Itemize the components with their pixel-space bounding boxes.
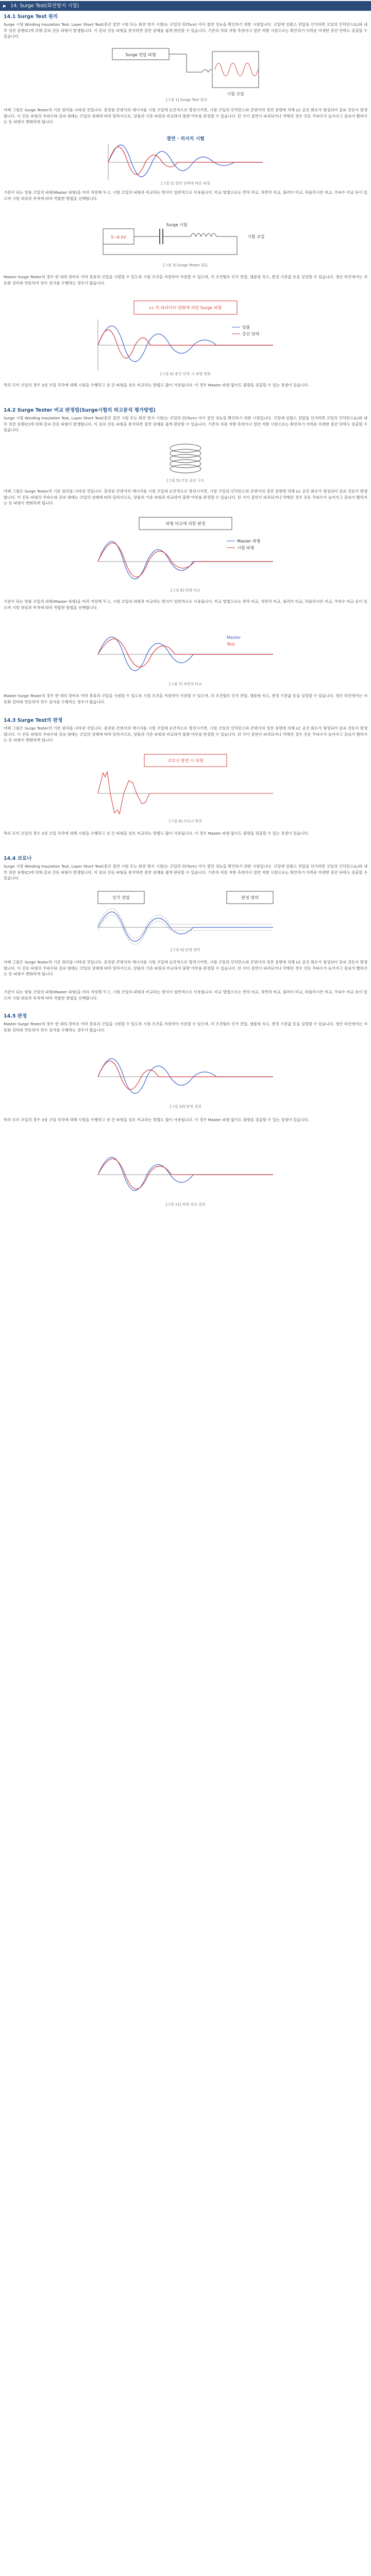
section-title-5: 14.5 판정: [4, 1013, 27, 1019]
figure-short-waveform: [88, 299, 283, 376]
paragraph: 기준이 되는 양품 코일의 파형(Master 파형)을 미리 저장해 두고, 시험 코일의 파형과 비교하는 방식이 일반적으로 사용됩니다. 비교 방법으로는 면적 비교, 차면적 비교, 플러터 비교, 라플라시안 비교, 주파수 비교 등이 있으며 시험 대상과 목적에 따라 적합한 방법을 선택합니다.: [4, 190, 367, 201]
paragraph: 아래 그림은 Surge Tester의 기본 원리를 나타낸 것입니다. 충전된 콘덴서의 에너지를 시험 코일에 순간적으로 방전시키면, 시험 코일의 인덕턴스와 콘덴서의 정전 용량에 의해 LC 공진 회로가 형성되어 감쇠 진동이 발생합니다. 이 진동 파형의 주파수와 감쇠 형태는 코일의 상태에 따라 달라지므로, 양품의 기준 파형과 비교하여 불량 여부를 판정할 수 있습니다. 턴 사이 절연이 파괴되거나 약해진 경우 진동 주파수가 높아지고 감쇠가 빨라지는 등 파형이 변화하게 됩니다.: [4, 489, 367, 506]
legend-master: Master 파형: [237, 539, 261, 544]
figure-insulation-waveform: [103, 134, 268, 185]
figure-compare-result: [88, 1141, 283, 1208]
figure-caption: [그림 7] 차면적 비교: [169, 682, 202, 686]
figure-compare: [88, 515, 283, 592]
figure-caption: [그림 3] Surge Tester 회로: [163, 263, 208, 267]
paragraph: Master Surge Tester의 경우 한 대의 장비로 여러 종류의 코일을 시험할 수 있도록 시험 조건을 저장하여 사용할 수 있으며, 각 조건별로 인가 전압, 샘플링 속도, 판정 기준값 등을 설정할 수 있습니다. 생산 라인에서는 자동화 설비와 연동하여 전수 검사를 수행하는 경우가 많습니다.: [4, 693, 367, 704]
figure-caption: [그림 2] 절연 상태에 따른 파형: [161, 181, 210, 185]
coil-label: 시험 코일: [227, 92, 244, 96]
page-header: [0, 1, 371, 11]
figure-caption: [그림 6] 파형 비교: [171, 588, 200, 592]
paragraph: 기준이 되는 양품 코일의 파형(Master 파형)을 미리 저장해 두고, 시험 코일의 파형과 비교하는 방식이 일반적으로 사용됩니다. 비교 방법으로는 면적 비교, 차면적 비교, 플러터 비교, 라플라시안 비교, 주파수 비교 등이 있으며 시험 대상과 목적에 따라 적합한 방법을 선택합니다.: [4, 990, 367, 1001]
paragraph: 기준이 되는 양품 코일의 파형(Master 파형)을 미리 저장해 두고, 시험 코일의 파형과 비교하는 방식이 일반적으로 사용됩니다. 비교 방법으로는 면적 비교, 차면적 비교, 플러터 비교, 라플라시안 비교, 주파수 비교 등이 있으며 시험 대상과 목적에 따라 적합한 방법을 선택합니다.: [4, 599, 367, 610]
section-title-3: 14.3 Surge Test의 판정: [4, 718, 63, 723]
surge-label: Surge 전압 파형: [125, 53, 156, 57]
figure-caption: [그림 1] Surge Test 원리: [165, 98, 208, 102]
figure-box-text: 파형 비교에 의한 판정: [165, 521, 206, 526]
paragraph: 특히 모터 코일의 경우 3상 코일 각각에 대해 시험을 수행하고 상 간 파형을 상호 비교하는 방법도 많이 사용됩니다. 이 경우 Master 파형 없이도 불량을 검출할 수 있는 장점이 있습니다.: [4, 383, 310, 387]
paragraph: 아래 그림은 Surge Tester의 기본 원리를 나타낸 것입니다. 충전된 콘덴서의 에너지를 시험 코일에 순간적으로 방전시키면, 시험 코일의 인덕턴스와 콘덴서의 정전 용량에 의해 LC 공진 회로가 형성되어 감쇠 진동이 발생합니다. 이 진동 파형의 주파수와 감쇠 형태는 코일의 상태에 따라 달라지므로, 양품의 기준 파형과 비교하여 불량 여부를 판정할 수 있습니다. 턴 사이 절연이 파괴되거나 약해진 경우 진동 주파수가 높아지고 감쇠가 빨라지는 등 파형이 변화하게 됩니다.: [4, 960, 367, 977]
paragraph: Master Surge Tester의 경우 한 대의 장비로 여러 종류의 코일을 시험할 수 있도록 시험 조건을 저장하여 사용할 수 있으며, 각 조건별로 인가 전압, 샘플링 속도, 판정 기준값 등을 설정할 수 있습니다. 생산 라인에서는 자동화 설비와 연동하여 전수 검사를 수행하는 경우가 많습니다.: [4, 275, 367, 285]
section-title-1: 14.1 Surge Test 원리: [4, 14, 58, 20]
paragraph: 특히 모터 코일의 경우 3상 코일 각각에 대해 시험을 수행하고 상 간 파형을 상호 비교하는 방법도 많이 사용됩니다. 이 경우 Master 파형 없이도 불량을 검출할 수 있는 장점이 있습니다.: [4, 1117, 310, 1122]
figure-corona: [88, 752, 283, 824]
figure-caption: [그림 10] 판정 결과: [170, 1105, 201, 1109]
figure-judge-area: [88, 886, 283, 953]
label-test: Test: [227, 642, 235, 647]
cap-label: Surge 시험: [166, 223, 188, 227]
figure-caption: [그림 11] 파형 비교 결과: [165, 1202, 206, 1207]
paragraph: Surge 시험 Winding Insulation Test, Layer Short Test(층간 절연 시험 또는 회전 방지 시험)는 코일의 턴(Turn) 사이 절연 성능을 확인하기 위한 시험입니다. 코일에 임펄스 전압을 인가하면 코일의 인덕턴스(L)와 내부 정전 용량(C)에 의해 감쇠 진동 파형이 발생합니다. 이 감쇠 진동 파형을 분석하면 절연 상태를 쉽게 판단할 수 있습니다. 기존의 직류 저항 측정이나 절연 저항 시험으로는 확인하기 어려운 미세한 층간 단락도 검출할 수 있습니다.: [4, 22, 367, 39]
paragraph: Surge 시험 Winding Insulation Test, Layer Short Test(층간 절연 시험 또는 회전 방지 시험)는 코일의 턴(Turn) 사이 절연 성능을 확인하기 위한 시험입니다. 코일에 임펄스 전압을 인가하면 코일의 인덕턴스(L)와 내부 정전 용량(C)에 의해 감쇠 진동 파형이 발생합니다. 이 감쇠 진동 파형을 분석하면 절연 상태를 쉽게 판단할 수 있습니다. 기존의 직류 저항 측정이나 절연 저항 시험으로는 확인하기 어려운 미세한 층간 단락도 검출할 수 있습니다.: [4, 864, 367, 881]
figure-surge-principle: [109, 41, 264, 102]
figure-caption: [그림 8] 코로나 방전: [169, 819, 202, 823]
paragraph: 특히 모터 코일의 경우 3상 코일 각각에 대해 시험을 수행하고 상 간 파형을 상호 비교하는 방법도 많이 사용됩니다. 이 경우 Master 파형 없이도 불량을 검출할 수 있는 장점이 있습니다.: [4, 831, 310, 836]
box-a: 인가 전압: [112, 895, 130, 900]
paragraph: Surge 시험 Winding Insulation Test, Layer Short Test(층간 절연 시험 또는 회전 방지 시험)는 코일의 턴(Turn) 사이 절연 성능을 확인하기 위한 시험입니다. 코일에 임펄스 전압을 인가하면 코일의 인덕턴스(L)와 내부 정전 용량(C)에 의해 감쇠 진동 파형이 발생합니다. 이 감쇠 진동 파형을 분석하면 절연 상태를 쉽게 판단할 수 있습니다. 기존의 직류 저항 측정이나 절연 저항 시험으로는 확인하기 어려운 미세한 층간 단락도 검출할 수 있습니다.: [4, 416, 367, 433]
legend-test: 시험 파형: [237, 546, 255, 550]
figure-coil: [155, 438, 216, 484]
figure-title: 절연 · 리서지 시험: [166, 137, 205, 142]
label-master: Master: [227, 635, 241, 640]
legend-good: 양품: [242, 325, 250, 330]
paragraph: 아래 그림은 Surge Tester의 기본 원리를 나타낸 것입니다. 충전된 콘덴서의 에너지를 시험 코일에 순간적으로 방전시키면, 시험 코일의 인덕턴스와 콘덴서의 정전 용량에 의해 LC 공진 회로가 형성되어 감쇠 진동이 발생합니다. 이 진동 파형의 주파수와 감쇠 형태는 코일의 상태에 따라 달라지므로, 양품의 기준 파형과 비교하여 불량 여부를 판정할 수 있습니다. 턴 사이 절연이 파괴되거나 약해진 경우 진동 주파수가 높아지고 감쇠가 빨라지는 등 파형이 변화하게 됩니다.: [4, 108, 367, 125]
figure-caption: [그림 9] 판정 영역: [171, 948, 200, 952]
page-title: 14. Surge Test(회전방지 시험): [10, 3, 79, 9]
figure-box-text: Lc 각 파라미터 변화에 의한 Surge 파형: [149, 306, 222, 310]
coil-label: 시험 코일: [247, 234, 265, 239]
paragraph: 아래 그림은 Surge Tester의 기본 원리를 나타낸 것입니다. 충전된 콘덴서의 에너지를 시험 코일에 순간적으로 방전시키면, 시험 코일의 인덕턴스와 콘덴서의 정전 용량에 의해 LC 공진 회로가 형성되어 감쇠 진동이 발생합니다. 이 진동 파형의 주파수와 감쇠 형태는 코일의 상태에 따라 달라지므로, 양품의 기준 파형과 비교하여 불량 여부를 판정할 수 있습니다. 턴 사이 절연이 파괴되거나 약해진 경우 진동 주파수가 높아지고 감쇠가 빨라지는 등 파형이 변화하게 됩니다.: [4, 726, 367, 743]
figure-tester-circuit: [93, 208, 278, 270]
figure-box-text: 코로나 방전 시 파형: [167, 758, 204, 763]
section-title-4: 14.4 코로나: [4, 856, 32, 861]
figure-area-diff: [88, 621, 283, 688]
figure-caption: [그림 5] 코일 권선 구조: [166, 479, 205, 483]
figure-caption: [그림 4] 층간 단락 시 파형 변화: [160, 372, 211, 376]
source-label: 5~6 kV: [111, 235, 126, 240]
figure-judge-result: [88, 1043, 283, 1110]
box-b: 판정 영역: [241, 895, 259, 900]
legend-ng: 층간 단락: [242, 332, 260, 336]
paragraph: Master Surge Tester의 경우 한 대의 장비로 여러 종류의 코일을 시험할 수 있도록 시험 조건을 저장하여 사용할 수 있으며, 각 조건별로 인가 전압, 샘플링 속도, 판정 기준값 등을 설정할 수 있습니다. 생산 라인에서는 자동화 설비와 연동하여 전수 검사를 수행하는 경우가 많습니다.: [4, 1022, 367, 1032]
section-title-2: 14.2 Surge Tester 비교 판정법(Surge시험의 파고분석 평가방법): [4, 408, 156, 413]
play-icon: ▶: [3, 4, 7, 8]
